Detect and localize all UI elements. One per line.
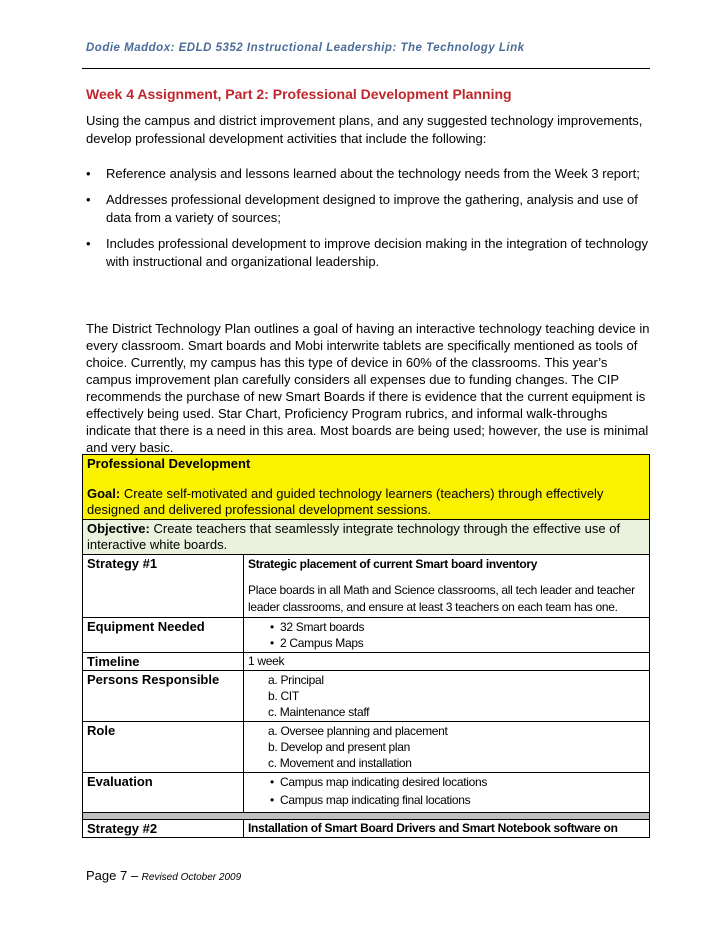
- list-item: • Reference analysis and lessons learned about the technology needs from the Week 3 report;: [86, 166, 640, 181]
- equipment-label: Equipment Needed: [83, 618, 244, 653]
- list-item: c. Maintenance staff: [268, 705, 370, 719]
- strategy-1-description: Place boards in all Math and Science classrooms, all tech leader and teacher leader classrooms, and ensure at least 3 teachers on each team has one.: [248, 583, 635, 614]
- strategy-1-label: Strategy #1: [83, 555, 244, 618]
- list-item: • Campus map indicating final locations: [270, 793, 471, 807]
- bullet-icon: •: [270, 775, 274, 789]
- body-paragraph: The District Technology Plan outlines a goal of having an interactive technology teaching device in every classroom. Smart boards and Mobi interwrite tablets are specifically mentioned as tools of choice. Currently, my campus has this type of device in 60% of the classrooms. This year’s campus improvement plan carefully considers all expenses due to funding changes. The CIP recommends the purchase of new Smart Boards if there is evidence that the current equipment is effectively being used. Star Chart, Proficiency Program rubrics, and informal walk-throughs indicate that there is a need in this area. Most boards are being used; however, the use is minimal and very basic.: [86, 321, 650, 455]
- bullet-icon: •: [86, 166, 91, 181]
- table-row: [83, 520, 650, 555]
- revision-date: Revised October 2009: [141, 872, 242, 883]
- running-header: Dodie Maddox: EDLD 5352 Instructional Leadership: The Technology Link: [86, 42, 525, 54]
- header-divider: [82, 68, 650, 69]
- table-row: [83, 555, 650, 618]
- bullet-icon: •: [270, 620, 274, 634]
- goal-text: Goal: Create self-motivated and guided technology learners (teachers) through effectively designed and delivered professional development sessions.: [87, 486, 604, 517]
- intro-text: Using the campus and district improvement plans, and any suggested technology improvements, develop professional development activities that include the following:: [86, 113, 643, 146]
- pd-plan-table: [82, 454, 650, 838]
- persons-label: Persons Responsible: [83, 671, 244, 722]
- requirements-list: [86, 165, 652, 279]
- list-item: • 32 Smart boards: [270, 620, 365, 634]
- list-item: a. Principal: [268, 673, 324, 687]
- page-title: Week 4 Assignment, Part 2: Professional Development Planning: [86, 86, 512, 102]
- bullet-icon: •: [86, 192, 91, 207]
- table-row: [83, 653, 650, 671]
- list-item: c. Movement and installation: [268, 756, 412, 770]
- table-separator: [83, 813, 650, 820]
- list-item: • Addresses professional development designed to improve the gathering, analysis and use of data from a variety of sources;: [86, 192, 638, 225]
- table-row: [83, 820, 650, 838]
- table-row: [83, 671, 650, 722]
- strategy-2-label: Strategy #2: [83, 820, 244, 838]
- evaluation-label: Evaluation: [83, 773, 244, 813]
- list-item: b. Develop and present plan: [268, 740, 411, 754]
- list-item: • 2 Campus Maps: [270, 636, 364, 650]
- timeline-value: 1 week: [244, 653, 650, 671]
- list-item: • Includes professional development to improve decision making in the integration of technology with instructional and organizational leadership.: [86, 236, 648, 269]
- objective-text: Objective: Create teachers that seamlessly integrate technology through the effective use of interactive white boards.: [83, 520, 650, 555]
- strategy-2-title: Installation of Smart Board Drivers and Smart Notebook software on: [244, 820, 650, 838]
- table-row: [83, 773, 650, 813]
- list-item: a. Oversee planning and placement: [268, 724, 448, 738]
- list-item: b. CIT: [268, 689, 299, 703]
- table-row: [83, 722, 650, 773]
- bullet-icon: •: [86, 236, 91, 251]
- table-row: [83, 618, 650, 653]
- role-label: Role: [83, 722, 244, 773]
- list-item: • Campus map indicating desired locations: [270, 775, 488, 789]
- bullet-icon: •: [270, 793, 274, 807]
- table-heading: Professional Development: [87, 456, 251, 471]
- page-number: Page 7 –: [86, 868, 142, 883]
- table-row: [83, 455, 650, 520]
- page-footer: [86, 868, 241, 883]
- strategy-1-title: Strategic placement of current Smart board inventory: [248, 557, 538, 571]
- bullet-icon: •: [270, 636, 274, 650]
- timeline-label: Timeline: [83, 653, 244, 671]
